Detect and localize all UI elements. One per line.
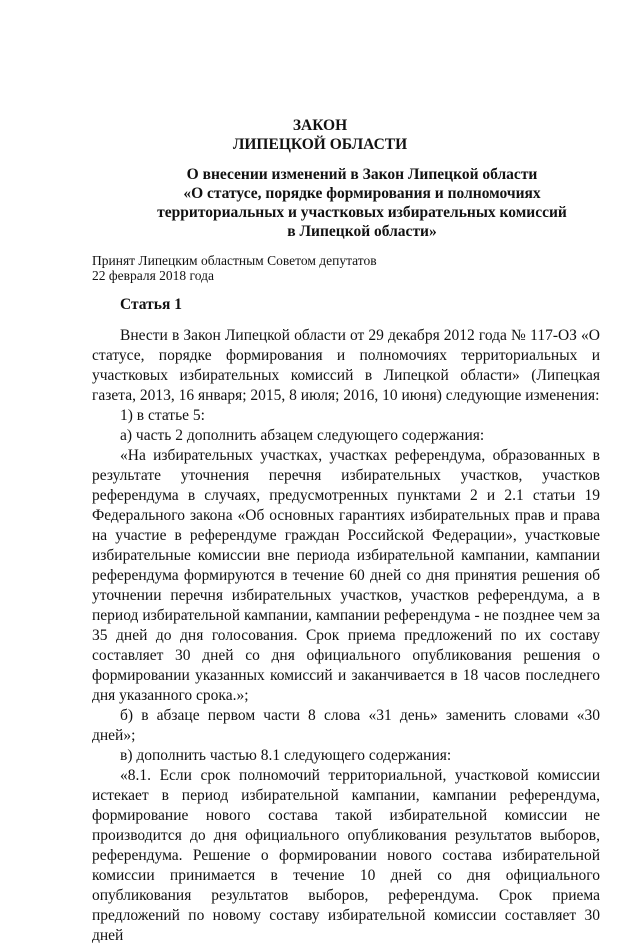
region-title: ЛИПЕЦКОЙ ОБЛАСТИ [232, 136, 408, 153]
subtitle-line-3: территориальных и участковых избирательных комиссий [157, 204, 567, 221]
adopted-date: 22 февраля 2018 года [92, 268, 214, 283]
paragraph-item-b: б) в абзаце первом части 8 слова «31 день» заменить словами «30 дней»; [92, 707, 600, 744]
subtitle-line-2: «О статусе, порядке формирования и полномочиях [183, 185, 541, 202]
paragraph-item-c: в) дополнить частью 8.1 следующего содержания: [120, 747, 452, 764]
subtitle-line-4: в Липецкой области» [287, 223, 437, 240]
law-title: ЗАКОН [292, 117, 348, 134]
paragraph-quote-1: «На избирательных участках, участках референдума, образованных в результате уточнения перечня избирательных участков, участков референдума в случаях, предусмотренных пунктами 2 и 2.1 статьи 19 Федерального закона «Об основных гарантиях избирательных прав и права на участие в референдуме граждан Российской Федерации», участковые избирательные комиссии вне периода избирательной кампании, кампании референдума формируются в течение 60 дней со дня принятия решения об уточнении перечня избирательных участков, участков референдума, а в период избирательной кампании, кампании референдума - не позднее чем за 35 дней до дня голосования. Срок приема предложений по их составу составляет 30 дней со дня официального опубликования решения о формировании указанных комиссий и заканчивается в 18 часов последнего дня указанного срока.»; [92, 447, 600, 704]
paragraph-item-1: 1) в статье 5: [120, 407, 205, 424]
subtitle-line-1: О внесении изменений в Закон Липецкой области [186, 166, 538, 183]
paragraph-intro: Внести в Закон Липецкой области от 29 декабря 2012 года № 117-ОЗ «О статусе, порядке формирования и полномочиях территориальных и участковых избирательных комиссий в Липецкой области» (Липецкая газета, 2013, 16 января; 2015, 8 июля; 2016, 10 июня) следующие изменения: [92, 327, 600, 404]
paragraph-item-a: а) часть 2 дополнить абзацем следующего содержания: [120, 427, 485, 444]
article-body [92, 326, 600, 946]
paragraph-quote-2: «8.1. Если срок полномочий территориальной, участковой комиссии истекает в период избирательной кампании, кампании референдума, формирование нового состава такой избирательной комиссии не производится до дня официального опубликования результатов выборов, референдума. Решение о формировании нового состава избирательной комиссии принимается в течение 10 дней со дня официального опубликования результатов выборов, референдума. Срок приема предложений по новому составу избирательной комиссии составляет 30 дней [92, 767, 600, 944]
article-heading: Статья 1 [120, 296, 182, 313]
adopted-by: Принят Липецким областным Советом депутатов [92, 253, 377, 268]
